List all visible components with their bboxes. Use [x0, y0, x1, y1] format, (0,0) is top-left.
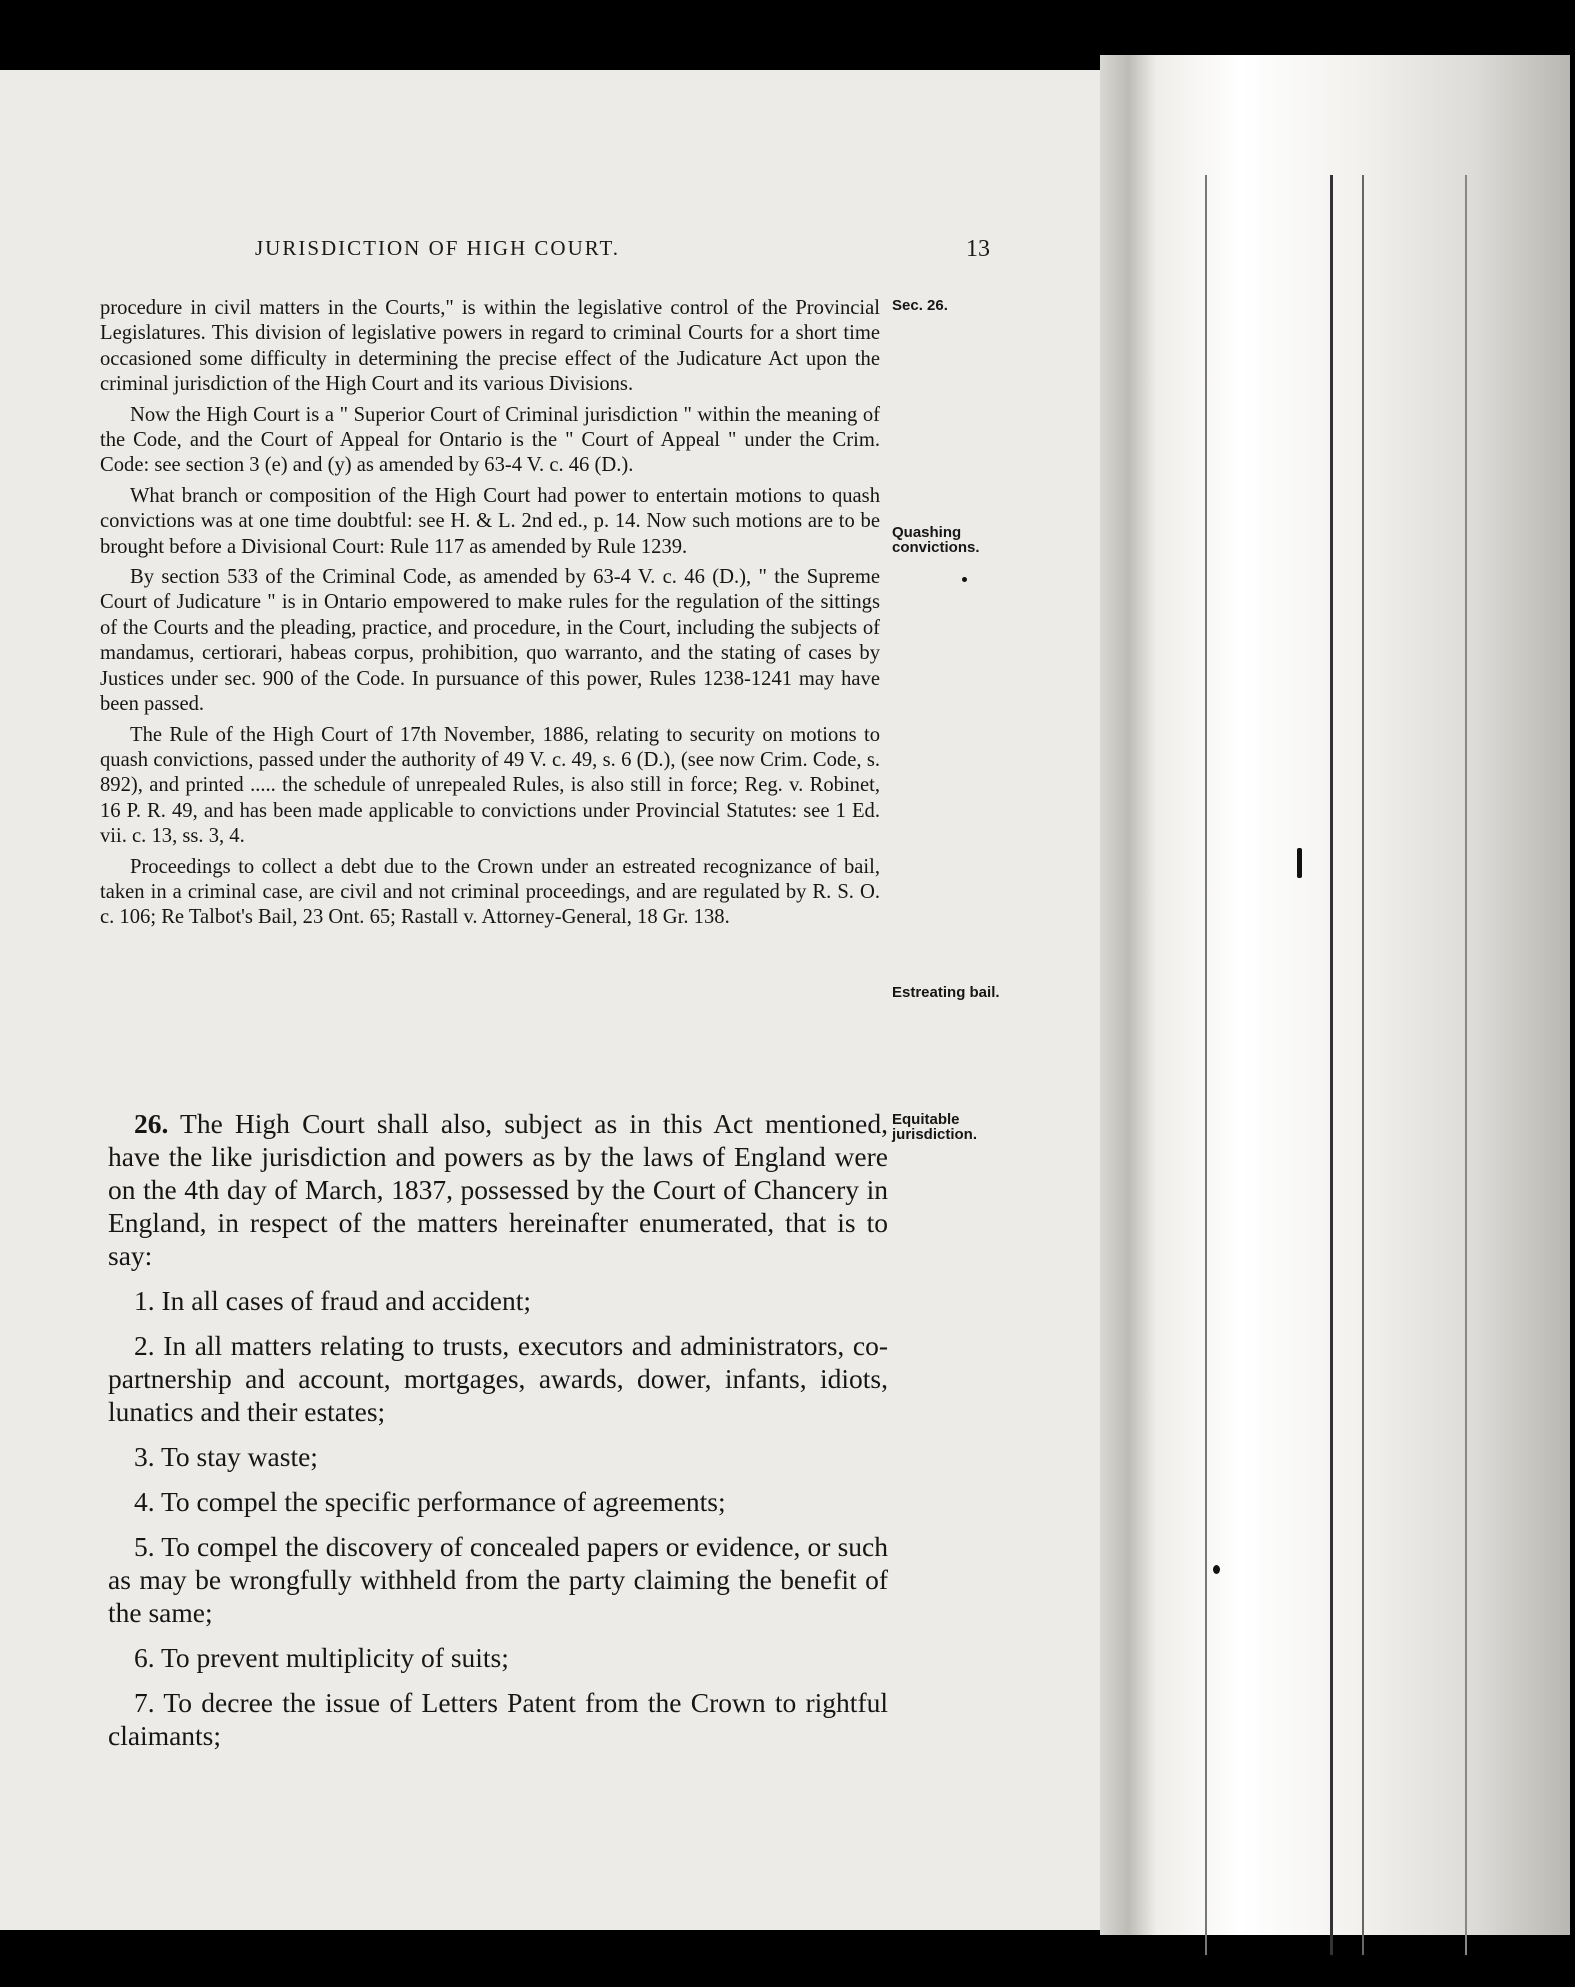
commentary-paragraph: Now the High Court is a " Superior Court of Criminal jurisdiction " within the meaning of the Code, and the Court of Appeal for Ontario is the " Court of Appeal " under the Crim. Code: see section 3 (e) and (y) as amended by 63-4 V. c. 46 (D.). [100, 403, 880, 477]
section-paragraph [108, 1107, 888, 1272]
enumerated-item: 5. To compel the discovery of concealed papers or evidence, or such as may be wrongfully withheld from the party claiming the benefit of the same; [108, 1531, 888, 1628]
enumerated-item: 2. In all matters relating to trusts, executors and administrators, co-partnership and account, mortgages, awards, dower, infants, idiots, lunatics and their estates; [108, 1330, 888, 1427]
page-edge-line [1330, 175, 1333, 1955]
ink-speck [962, 577, 967, 582]
book-fore-edge [1100, 55, 1570, 1935]
enumerated-item: 4. To compel the specific performance of agreements; [134, 1486, 726, 1517]
commentary-paragraph: procedure in civil matters in the Courts," is within the legislative control of the Provincial Legislatures. This division of legislative powers in regard to criminal Courts for a short time occasioned some difficulty in determining the precise effect of the Judicature Act upon the criminal jurisdiction of the High Court and its various Divisions. [100, 297, 880, 396]
page-edge-line [1362, 175, 1364, 1955]
enumerated-item: 7. To decree the issue of Letters Patent from the Crown to rightful claimants; [108, 1687, 888, 1751]
page-number: 13 [966, 236, 990, 262]
page-edge-line [1205, 175, 1207, 1955]
enumerated-item: 3. To stay waste; [134, 1441, 318, 1472]
commentary-paragraph: The Rule of the High Court of 17th November, 1886, relating to security on motions to quash convictions, passed under the authority of 49 V. c. 49, s. 6 (D.), (see now Crim. Code, s. 892), and printed ..... the schedule of unrepealed Rules, is also still in force; Reg. v. Robinet, 16 P. R. 49, and has been made applicable to convictions under Provincial Statutes: see 1 Ed. vii. c. 13, ss. 3, 4. [100, 723, 880, 848]
ink-speck [1297, 848, 1302, 878]
margin-note-equitable: Equitable jurisdiction. [892, 1111, 978, 1143]
commentary-block [100, 296, 880, 936]
enumerated-item: 6. To prevent multiplicity of suits; [134, 1642, 509, 1673]
enumerated-item: 1. In all cases of fraud and accident; [134, 1285, 532, 1316]
commentary-paragraph: Proceedings to collect a debt due to the Crown under an estreated recognizance of bail, taken in a criminal case, are civil and not criminal proceedings, and are regulated by R. S. O. c. 106; Re Talbot's Bail, 23 Ont. 65; Rastall v. Attorney-General, 18 Gr. 138. [100, 855, 880, 929]
section-text: The High Court shall also, subject as in this Act mentioned, have the like jurisdiction and powers as by the laws of England were on the 4th day of March, 1837, possessed by the Court of Chancery in England, in respect of the matters hereinafter enumerated, that is to say: [108, 1108, 889, 1271]
commentary-paragraph: What branch or composition of the High Court had power to entertain motions to quash convictions was at one time doubtful: see H. & L. 2nd ed., p. 14. Now such motions are to be brought before a Divisional Court: Rule 117 as amended by Rule 1239. [100, 484, 880, 558]
section-body [108, 1107, 888, 1764]
margin-note-section: Sec. 26. [892, 297, 948, 314]
margin-note-estreating: Estreating bail. [892, 984, 1000, 1001]
running-head-title: JURISDICTION OF HIGH COURT. [255, 236, 621, 260]
ink-speck [1213, 1565, 1220, 1574]
page-edge-line [1465, 175, 1467, 1955]
commentary-paragraph: By section 533 of the Criminal Code, as amended by 63-4 V. c. 46 (D.), " the Supreme Court of Judicature " is in Ontario empowered to make rules for the regulation of the sittings of the Courts and the pleading, practice, and procedure, in the Court, including the subjects of mandamus, certiorari, habeas corpus, prohibition, quo warranto, and the stating of cases by Justices under sec. 900 of the Code. In pursuance of this power, Rules 1238-1241 may have been passed. [100, 566, 880, 716]
margin-note-quashing: Quashing convictions. [892, 524, 980, 556]
section-number: 26. [134, 1108, 169, 1139]
